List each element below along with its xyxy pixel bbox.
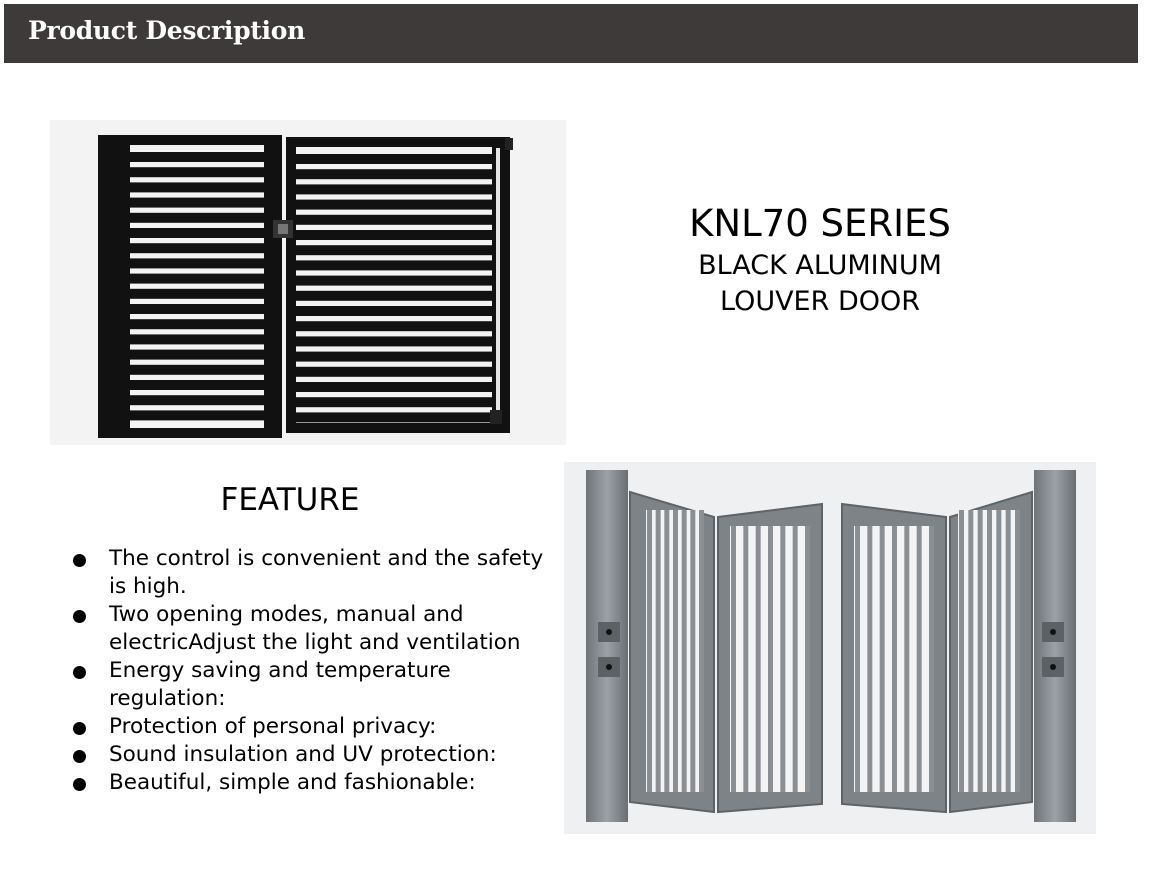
bullet-icon bbox=[73, 722, 86, 735]
feature-item bbox=[72, 713, 552, 741]
grey-folding-gate-image bbox=[564, 462, 1096, 834]
page-title: Product Description bbox=[28, 16, 306, 45]
feature-text: The control is convenient and the safety is high. bbox=[109, 546, 544, 599]
bullet-icon bbox=[73, 610, 86, 623]
subtitle-line-2: LOUVER DOOR bbox=[719, 286, 921, 317]
feature-text: Energy saving and temperature regulation: bbox=[109, 658, 451, 711]
bullet-icon bbox=[73, 666, 86, 679]
feature-list bbox=[72, 545, 552, 797]
feature-item bbox=[72, 601, 552, 657]
black-louver-gate-image bbox=[50, 120, 566, 445]
bullet-icon bbox=[73, 554, 86, 567]
series-title: KNL70 SERIES bbox=[689, 202, 951, 245]
feature-item bbox=[72, 545, 552, 601]
feature-item bbox=[72, 657, 552, 713]
feature-text: Sound insulation and UV protection: bbox=[109, 742, 497, 767]
feature-text: Protection of personal privacy: bbox=[109, 714, 437, 739]
feature-heading: FEATURE bbox=[220, 482, 360, 518]
grey-folding-gate-drawing bbox=[564, 462, 1096, 834]
bullet-icon bbox=[73, 778, 86, 791]
feature-item bbox=[72, 769, 552, 797]
feature-text: Two opening modes, manual and electricAdjust the light and ventilation bbox=[109, 602, 521, 655]
feature-text: Beautiful, simple and fashionable: bbox=[109, 770, 476, 795]
feature-item bbox=[72, 741, 552, 769]
subtitle-line-1: BLACK ALUMINUM bbox=[698, 250, 942, 281]
header-bar bbox=[4, 4, 1138, 63]
product-title-block bbox=[640, 200, 1000, 320]
black-louver-gate-drawing bbox=[50, 120, 566, 445]
bullet-icon bbox=[73, 750, 86, 763]
